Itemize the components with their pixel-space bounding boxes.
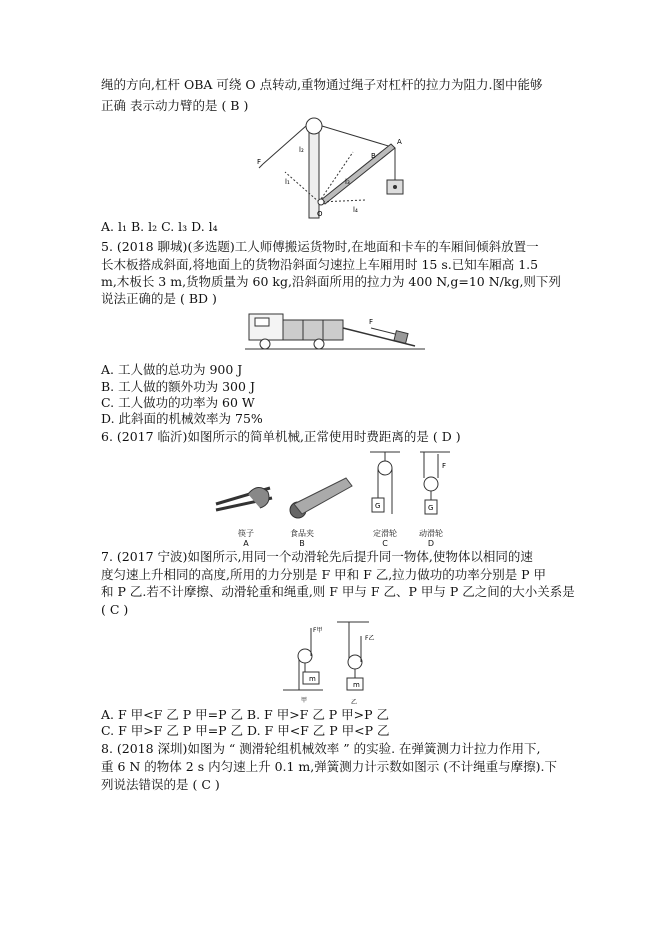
q4-text-line-1: 绳的方向,杠杆 OBA 可绕 O 点转动,重物通过绳子对杠杆的拉力为阻力.图中能够: [101, 77, 543, 92]
q7-text-line-1: 7. (2017 宁波)如图所示,用同一个动滑轮先后提升同一物体,使物体以相同的速: [101, 549, 533, 564]
q7-label-m-yi: m: [353, 681, 360, 689]
q6-movable-pulley-image: [420, 452, 450, 514]
q4-text-line-2: 正确 表示动力臂的是 ( B ): [101, 98, 249, 113]
q6-chopsticks-image: [216, 487, 272, 510]
q6-caption-a: 筷子 A: [238, 529, 254, 548]
q6-label-f: F: [442, 462, 447, 470]
q4-lever-figure: [255, 112, 415, 220]
q6-machines-figure: [214, 448, 454, 528]
q7-text-line-2: 度匀速上升相同的高度,所用的力分别是 F 甲和 F 乙,拉力做功的功率分别是 P 甲: [101, 567, 547, 582]
q6-text-line: 6. (2017 临沂)如图所示的简单机械,正常使用时费距离的是 ( D ): [101, 429, 461, 444]
q6-caption-d: 动滑轮 D: [419, 529, 443, 548]
q4-label-l2: l₂: [299, 146, 304, 154]
q7-text-line-3: 和 P 乙.若不计摩擦、动滑轮重和绳重,则 F 甲与 F 乙、P 甲与 P 乙之间的大小关系是: [101, 584, 575, 599]
q4-label-f: F: [257, 158, 262, 166]
q5-option-a: A. 工人做的总功为 900 J: [101, 362, 243, 377]
q7-setup-jia: [283, 626, 323, 704]
q7-options-line-2: C. F 甲>F 乙 P 甲=P 乙 D. F 甲<F 乙 P 甲<P 乙: [101, 723, 390, 738]
q6-caption-b: 食品夹 B: [290, 529, 314, 548]
q5-text-line-3: m,木板长 3 m,货物质量为 60 kg,沿斜面所用的拉力为 400 N,g=10 N/kg,则下列: [101, 274, 561, 289]
q7-label-m-jia: m: [309, 675, 316, 683]
q7-label-f-jia: F甲: [313, 627, 323, 634]
q7-text-line-4: ( C ): [101, 602, 129, 617]
q5-text-line-1: 5. (2018 聊城)(多选题)工人师傅搬运货物时,在地面和卡车的车厢间倾斜放置一: [101, 239, 539, 254]
q8-text-line-3: 列说法错误的是 ( C ): [101, 777, 220, 792]
q6-caption-c: 定滑轮 C: [373, 529, 397, 548]
q5-text-line-2: 长木板搭成斜面,将地面上的货物沿斜面匀速拉上车厢用时 15 s.已知车厢高 1.5: [101, 257, 539, 272]
q7-setup-yi: [337, 622, 374, 706]
q6-label-g-c: G: [375, 502, 381, 510]
q4-label-o: O: [317, 210, 323, 218]
q6-label-g-d: G: [428, 504, 434, 512]
q8-text-line-2: 重 6 N 的物体 2 s 内匀速上升 0.1 m,弹簧测力计示数如图示 (不计绳重与摩擦).下: [101, 759, 557, 774]
q5-truck-ramp-figure: [245, 306, 425, 354]
q5-option-c: C. 工人做功的功率为 60 W: [101, 395, 255, 410]
q4-options: A. l₁ B. l₂ C. l₃ D. l₄: [101, 219, 218, 234]
q7-label-f-yi: F乙: [365, 635, 375, 642]
q8-text-line-1: 8. (2018 深圳)如图为 “ 测滑轮组机械效率 ” 的实验. 在弹簧测力计拉力作用下,: [101, 741, 541, 756]
q5-option-d: D. 此斜面的机械效率为 75%: [101, 411, 263, 426]
q7-label-jia: 甲: [301, 697, 308, 704]
q5-label-f: F: [369, 318, 374, 326]
q4-label-l1: l₁: [285, 178, 290, 186]
q6-tongs-image: [290, 478, 352, 518]
q6-fixed-pulley-image: [370, 452, 400, 514]
q4-label-a: A: [397, 138, 402, 146]
q5-text-line-4: 说法正确的是 ( BD ): [101, 291, 217, 306]
q7-label-yi: 乙: [351, 699, 358, 706]
q7-pulleys-figure: [283, 618, 383, 708]
q4-label-l3: l₃: [345, 178, 350, 186]
q4-label-l4: l₄: [353, 206, 358, 214]
q7-options-line-1: A. F 甲<F 乙 P 甲=P 乙 B. F 甲>F 乙 P 甲>P 乙: [101, 707, 390, 722]
q5-option-b: B. 工人做的额外功为 300 J: [101, 379, 255, 394]
q4-label-b: B: [371, 152, 376, 160]
